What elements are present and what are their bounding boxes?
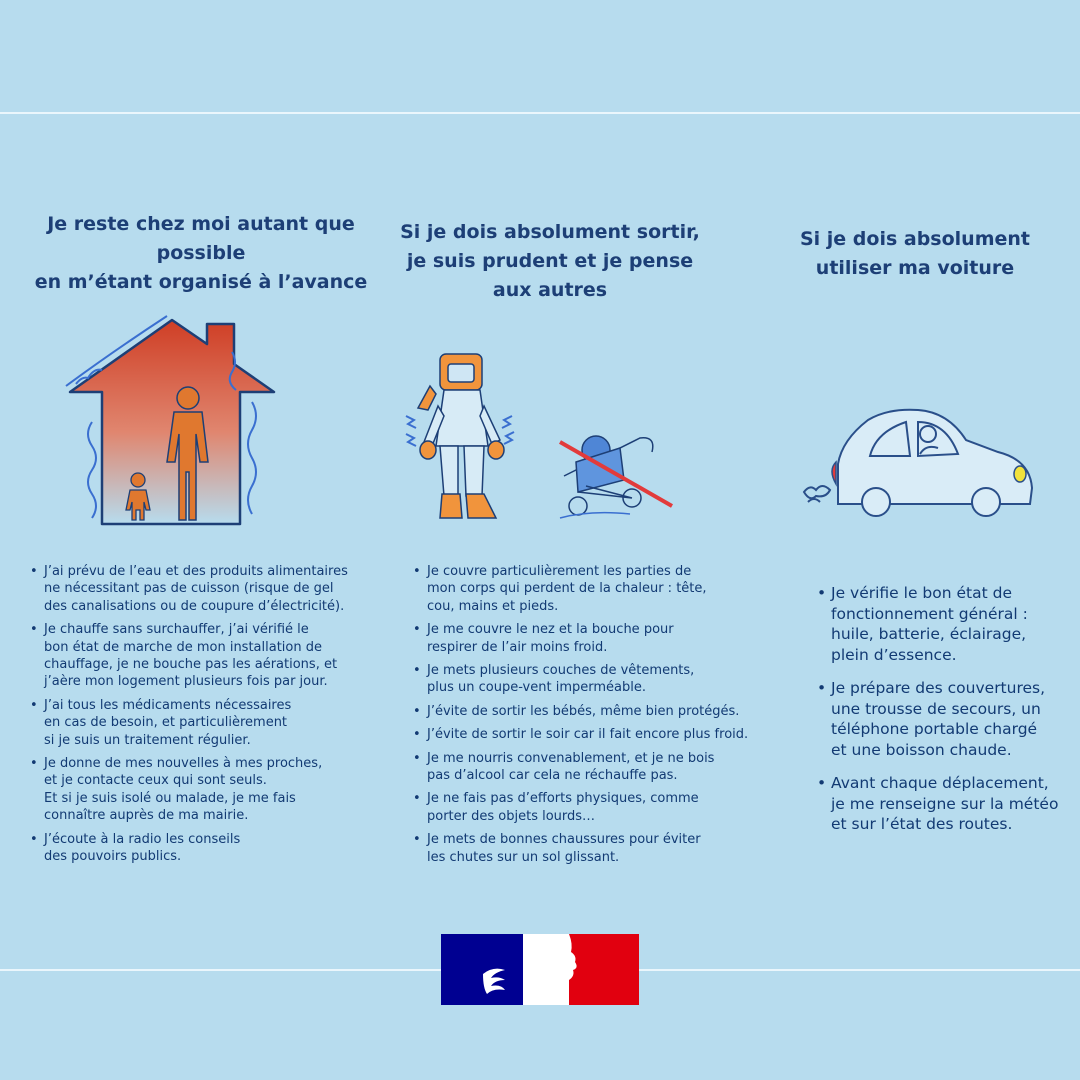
column-1-title: Je reste chez moi autant que possible en m’étant organisé à l’avance bbox=[34, 213, 368, 293]
column-3-title: Si je dois absolument utiliser ma voiture bbox=[799, 228, 1031, 279]
list-item: • J’ai prévu de l’eau et des produits alimentaires ne nécessitant pas de cuisson (risque de gel des canalisations ou de coupure d’électricité). bbox=[30, 563, 380, 615]
top-divider bbox=[0, 112, 1080, 114]
house-with-family-icon bbox=[62, 312, 282, 534]
bundled-person-and-crossed-stroller-icon bbox=[400, 346, 690, 526]
list-item: • Avant chaque déplacement, je me renseigne sur la météo et sur l’état des routes. bbox=[817, 773, 1067, 835]
list-item: • Je prépare des couvertures, une trousse de secours, un téléphone portable chargé et une boisson chaude. bbox=[817, 678, 1067, 760]
column-2-title: Si je dois absolument sortir, je suis prudent et je pense aux autres bbox=[400, 221, 700, 301]
list-item: • J’évite de sortir les bébés, même bien protégés. bbox=[413, 703, 783, 720]
list-item: • Je ne fais pas d’efforts physiques, comme porter des objets lourds… bbox=[413, 790, 783, 825]
list-item: • Je me couvre le nez et la bouche pour respirer de l’air moins froid. bbox=[413, 621, 783, 656]
list-item: • Je chauffe sans surchauffer, j’ai vérifié le bon état de marche de mon installation de chauffage, je ne bouche pas les aérations, et j’aère mon logement plusieurs fois par jour. bbox=[30, 621, 380, 691]
column-2-list bbox=[413, 563, 783, 872]
list-item: • J’évite de sortir le soir car il fait encore plus froid. bbox=[413, 726, 783, 743]
list-item: • Je mets de bonnes chaussures pour éviter les chutes sur un sol glissant. bbox=[413, 831, 783, 866]
marianne-republique-francaise-logo bbox=[441, 934, 639, 1005]
column-1-list bbox=[30, 563, 380, 872]
car-with-driver-icon bbox=[798, 400, 1040, 520]
list-item: • J’écoute à la radio les conseils des pouvoirs publics. bbox=[30, 831, 380, 866]
list-item: • J’ai tous les médicaments nécessaires en cas de besoin, et particulièrement si je suis un traitement régulier. bbox=[30, 697, 380, 749]
column-3-list bbox=[817, 583, 1067, 848]
list-item: • Je vérifie le bon état de fonctionnement général : huile, batterie, éclairage, plein d’essence. bbox=[817, 583, 1067, 665]
list-item: • Je couvre particulièrement les parties de mon corps qui perdent de la chaleur : tête, cou, mains et pieds. bbox=[413, 563, 783, 615]
list-item: • Je mets plusieurs couches de vêtements, plus un coupe-vent imperméable. bbox=[413, 662, 783, 697]
list-item: • Je me nourris convenablement, et je ne bois pas d’alcool car cela ne réchauffe pas. bbox=[413, 750, 783, 785]
list-item: • Je donne de mes nouvelles à mes proches, et je contacte ceux qui sont seuls. Et si je suis isolé ou malade, je me fais connaître auprès de ma mairie. bbox=[30, 755, 380, 825]
